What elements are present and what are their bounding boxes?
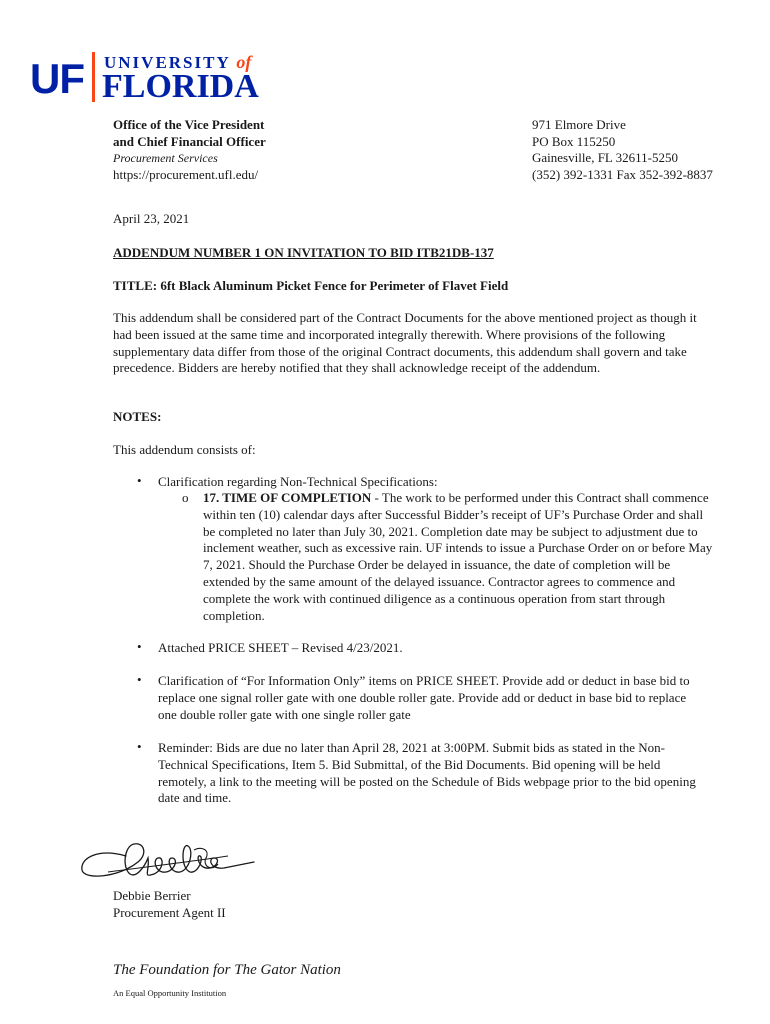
address-block — [532, 117, 713, 183]
address-phone: (352) 392-1331 Fax 352-392-8837 — [532, 166, 713, 182]
bullet-item-2: Attached PRICE SHEET – Revised 4/23/2021. — [158, 640, 403, 655]
bullet-marker: • — [137, 639, 142, 654]
office-block — [113, 117, 266, 183]
intro-paragraph: This addendum shall be considered part of the Contract Documents for the above mentioned project as though it had been issued at the same time and incorporated integrally therewith. Where provisions of the following supplementary data differ from those of the original Contract documents, this addendum shall govern and take precedence. Bidders are hereby notified that they shall acknowledge receipt of the addendum. — [113, 310, 697, 376]
bullet-item-3: Clarification of “For Information Only” items on PRICE SHEET. Provide add or deduct in base bid to replace one signal roller gate with one double roller gate. Provide add or deduct in base bid to replace one double roller gate with one single roller gate — [158, 673, 690, 722]
logo-florida: FLORIDA — [102, 68, 259, 105]
sub-item-title: 17. TIME OF COMPLETION — [203, 490, 372, 505]
office-dept: Procurement Services — [113, 151, 218, 165]
handwritten-signature — [78, 828, 258, 888]
bullet-item-4: Reminder: Bids are due no later than April 28, 2021 at 3:00PM. Submit bids as stated in the Non-Technical Specifications, Item 5. Bid Submittal, of the Bid Documents. Bid opening will be held remotely, a link to the meeting will be posted on the Schedule of Bids webpage prior to the bid opening date and time. — [158, 740, 696, 806]
office-line2: and Chief Financial Officer — [113, 133, 266, 149]
uf-logo — [30, 52, 270, 104]
office-line1: Office of the Vice President — [113, 117, 265, 132]
bullet-marker: • — [137, 739, 142, 754]
office-url[interactable]: https://procurement.ufl.edu/ — [113, 166, 259, 182]
footer-tagline: The Foundation for The Gator Nation — [113, 962, 341, 978]
address-city: Gainesville, FL 32611-5250 — [532, 150, 678, 165]
bullet-marker: • — [137, 473, 142, 488]
logo-of: of — [236, 52, 252, 72]
signer-title: Procurement Agent II — [113, 905, 226, 920]
address-box: PO Box 115250 — [532, 133, 616, 149]
sub-bullet-marker: o — [182, 490, 189, 505]
addendum-heading: ADDENDUM NUMBER 1 ON INVITATION TO BID ITB21DB-137 — [113, 245, 494, 260]
signer-block — [113, 887, 226, 921]
sub-item-text: - The work to be performed under this Contract shall commence within ten (10) calendar days after Successful Bidder’s receipt of UF’s Purchase Order and shall be completed no later than July 30, 2021. Completion date may be subject to adjustment due to inclement weather, such as excessive rain. UF intends to issue a Purchase Order on or before May 7, 2021. Should the Purchase Order be delayed in issuance, the date of completion will be extended by the same amount of the delayed issuance. Contractor agrees to commence and complete the work with continued diligence as a continuous operation from start through completion. — [203, 490, 713, 623]
uf-logo-mark: UF — [30, 55, 84, 102]
consists-line: This addendum consists of: — [113, 442, 256, 457]
logo-divider — [92, 52, 95, 102]
address-street: 971 Elmore Drive — [532, 117, 626, 132]
signer-name: Debbie Berrier — [113, 888, 191, 903]
document-title: TITLE: 6ft Black Aluminum Picket Fence for Perimeter of Flavet Field — [113, 278, 509, 293]
bullet-item-1: Clarification regarding Non-Technical Specifications: — [158, 474, 438, 489]
sub-item-time-of-completion — [203, 490, 715, 624]
letter-date: April 23, 2021 — [113, 211, 190, 226]
notes-heading: NOTES: — [113, 409, 162, 424]
footer-eoi: An Equal Opportunity Institution — [113, 988, 227, 998]
bullet-marker: • — [137, 672, 142, 687]
logo-university-text: UNIVERSITY — [104, 53, 231, 72]
